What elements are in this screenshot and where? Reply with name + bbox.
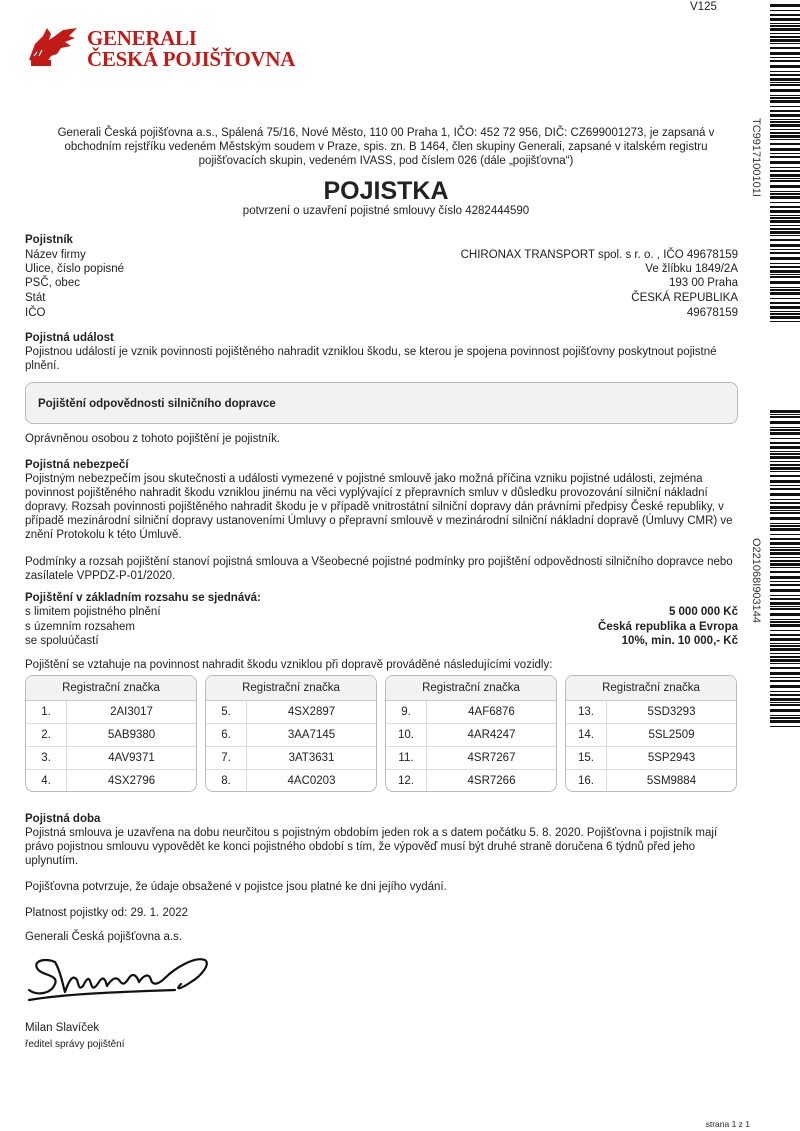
barcode-stripe <box>770 178 800 179</box>
barcode-stripe <box>770 52 800 55</box>
barcode-stripe <box>770 276 800 278</box>
barcode-stripe <box>770 266 800 268</box>
barcode-stripe <box>770 648 800 651</box>
scope-row <box>25 634 738 648</box>
insured-heading: Pojistník <box>25 234 73 246</box>
company-intro: Generali Česká pojišťovna a.s., Spálená 75/16, Nové Město, 110 00 Praha 1, IČO: 452 72 956, DIČ: CZ699001273, je zapsaná v obchodním rejstříku vedeném Městským soudem v Praze, spis. zn. B 1464, člen skupiny Generali, zapsané v italském registru pojišťovacích skupin, vedeném IVASS, pod číslem 026 (dále „pojišťovna“) <box>57 127 715 167</box>
barcode-stripe <box>770 702 800 703</box>
risk-heading: Pojistná nebezpečí <box>25 459 129 471</box>
vehicle-number: 8. <box>206 770 247 792</box>
barcode-stripe <box>770 244 800 247</box>
barcode-stripe <box>770 506 800 509</box>
barcode-stripe <box>770 512 800 514</box>
barcode-stripe <box>770 25 800 27</box>
barcode-stripe <box>770 517 800 520</box>
barcode-stripe <box>770 557 800 558</box>
barcode-stripe <box>770 292 800 295</box>
barcode-stripe <box>770 274 800 275</box>
insured-row <box>25 306 738 320</box>
barcode-stripe <box>770 542 800 545</box>
barcode-stripe <box>770 410 800 413</box>
barcode-stripe <box>770 442 800 444</box>
barcode-stripe <box>770 217 800 219</box>
vehicle-number: 1. <box>26 701 67 723</box>
barcode-stripe <box>770 257 800 260</box>
barcode-stripe <box>770 316 800 319</box>
barcode-stripe <box>770 560 800 562</box>
barcode-stripe <box>770 638 800 641</box>
barcode-stripe <box>770 510 800 511</box>
vehicle-table-header: Registrační značka <box>386 676 556 701</box>
table-row <box>386 701 556 724</box>
barcode-stripe <box>770 680 800 682</box>
table-row <box>206 701 376 724</box>
period-heading: Pojistná doba <box>25 813 101 825</box>
logo-line1: GENERALI <box>87 26 197 50</box>
table-row <box>206 747 376 770</box>
barcode-stripe <box>770 598 800 600</box>
barcode-stripe <box>770 630 800 631</box>
vehicle-number: 15. <box>566 747 607 769</box>
barcode-stripe <box>770 10 800 11</box>
section-box <box>25 382 738 424</box>
barcode-stripe <box>770 726 800 727</box>
vehicle-plate: 4AR4247 <box>467 729 516 741</box>
barcode-stripe <box>770 589 800 592</box>
barcode-stripe <box>770 302 800 304</box>
barcode-stripe <box>770 480 800 483</box>
barcode-stripe <box>770 43 800 44</box>
barcode-stripe <box>770 119 800 120</box>
barcode-stripe <box>770 602 800 605</box>
barcode-stripe <box>770 124 800 127</box>
barcode-top-code: TC9917100101I <box>750 118 762 197</box>
signer-role: ředitel správy pojištění <box>25 1039 125 1050</box>
vehicle-table <box>205 675 377 792</box>
barcode-stripe <box>770 659 800 662</box>
barcode-stripe <box>770 427 800 428</box>
insured-row <box>25 276 738 290</box>
barcode-stripe <box>770 475 800 477</box>
vehicle-plate: 5AB9380 <box>107 729 156 741</box>
vehicle-plate: 5SL2509 <box>648 729 695 741</box>
barcode-stripe <box>770 677 800 678</box>
event-heading: Pojistná událost <box>25 332 114 344</box>
vehicle-table <box>385 675 557 792</box>
vehicles-intro: Pojištění se vztahuje na povinnost nahradit škodu vzniklou při dopravě prováděné následujícími vozidly: <box>25 659 553 671</box>
vehicle-table-header: Registrační značka <box>566 676 736 701</box>
barcode-stripe <box>770 185 800 188</box>
barcode-stripe <box>770 263 800 264</box>
barcode-stripe <box>770 576 800 579</box>
barcode-stripe <box>770 619 800 620</box>
company-name: Generali Česká pojišťovna a.s. <box>25 931 183 943</box>
barcode-stripe <box>770 621 800 623</box>
barcode-stripe <box>770 306 800 309</box>
confirmation-text: Pojišťovna potvrzuje, že údaje obsažené v pojistce jsou platné ke dni jejího vydání. <box>25 881 447 893</box>
barcode-stripe <box>770 114 800 117</box>
table-row <box>386 747 556 770</box>
table-row <box>566 724 736 747</box>
barcode-stripe <box>770 704 800 706</box>
barcode-stripe <box>770 36 800 38</box>
table-row <box>566 701 736 724</box>
scope-label: s územním rozsahem <box>25 621 135 633</box>
barcode-stripe <box>770 57 800 58</box>
barcode-stripe <box>770 525 800 527</box>
barcode-bottom <box>770 410 800 730</box>
barcode-stripe <box>770 161 800 164</box>
barcode-stripe <box>770 39 800 42</box>
vehicle-plate: 4AC0203 <box>287 775 336 787</box>
barcode-stripe <box>770 231 800 234</box>
vehicle-number: 13. <box>566 701 607 723</box>
vehicle-plate: 4AV9371 <box>108 752 155 764</box>
barcode-stripe <box>770 129 800 130</box>
barcode-stripe <box>770 608 800 610</box>
barcode-stripe <box>770 180 800 182</box>
barcode-stripe <box>770 100 800 103</box>
barcode-stripe <box>770 289 800 291</box>
barcode-stripe <box>770 502 800 504</box>
vehicle-number: 2. <box>26 724 67 746</box>
barcode-stripe <box>770 720 800 723</box>
vehicle-plate: 3AA7145 <box>287 729 336 741</box>
vehicle-plate: 4AF6876 <box>468 706 515 718</box>
lion-icon <box>25 26 81 68</box>
barcode-stripe <box>770 60 800 62</box>
barcode-stripe <box>770 552 800 555</box>
barcode-stripe <box>770 84 800 86</box>
barcode-stripe <box>770 121 800 123</box>
barcode-stripe <box>770 453 800 455</box>
barcode-stripe <box>770 156 800 158</box>
barcode-stripe <box>770 694 800 696</box>
scope-heading: Pojištění v základním rozsahu se sjednává: <box>25 592 261 604</box>
vehicle-plate: 4SX2796 <box>107 775 156 787</box>
barcode-stripe <box>770 438 800 439</box>
insured-label: IČO <box>25 307 46 319</box>
barcode-stripe <box>770 471 800 472</box>
barcode-stripe <box>770 313 800 315</box>
scope-label: se spoluúčastí <box>25 635 99 647</box>
barcode-stripe <box>770 549 800 551</box>
signer-name: Milan Slavíček <box>25 1022 100 1034</box>
barcode-stripe <box>770 47 800 49</box>
version-code: V125 <box>690 1 717 13</box>
barcode-stripe <box>770 432 800 435</box>
barcode-stripe <box>770 499 800 500</box>
vehicle-number: 11. <box>386 747 427 769</box>
barcode-stripe <box>770 174 800 177</box>
barcode-stripe <box>770 653 800 654</box>
insured-row <box>25 248 738 262</box>
vehicle-plate: 4SR7267 <box>467 752 516 764</box>
barcode-stripe <box>770 691 800 692</box>
barcode-stripe <box>770 634 800 636</box>
insured-value: 49678159 <box>686 307 738 319</box>
barcode-stripe <box>770 225 800 226</box>
page-number: strana 1 z 1 <box>705 1119 750 1129</box>
barcode-stripe <box>770 584 800 586</box>
scope-value: 5 000 000 Kč <box>668 606 738 618</box>
validity-date: Platnost pojistky od: 29. 1. 2022 <box>25 907 189 919</box>
section-title: Pojištění odpovědnosti silničního dopravce <box>38 398 276 410</box>
vehicle-table-header: Registrační značka <box>26 676 196 701</box>
barcode-stripe <box>770 456 800 459</box>
barcode-stripe <box>770 488 800 490</box>
vehicle-number: 3. <box>26 747 67 769</box>
barcode-stripe <box>770 270 800 273</box>
vehicle-table <box>565 675 737 792</box>
vehicle-plate: 4SR7266 <box>467 775 516 787</box>
barcode-stripe <box>770 249 800 250</box>
vehicle-plate: 5SP2943 <box>647 752 696 764</box>
vehicle-number: 4. <box>26 770 67 792</box>
barcode-stripe <box>770 287 800 288</box>
vehicle-plate: 4SX2897 <box>287 706 336 718</box>
insured-row <box>25 262 738 276</box>
barcode-stripe <box>770 82 800 83</box>
barcode-stripe <box>770 23 800 24</box>
barcode-stripe <box>770 672 800 675</box>
scope-value: 10%, min. 10 000,- Kč <box>621 635 738 647</box>
barcode-stripe <box>770 89 800 92</box>
barcode-stripe <box>770 645 800 647</box>
insured-row <box>25 291 738 305</box>
barcode-stripe <box>770 132 800 134</box>
scope-row <box>25 605 738 619</box>
period-text: Pojistná smlouva je uzavřena na dobu neurčitou s pojistným obdobím jeden rok a s datem počátku 5. 8. 2020. Pojišťovna i pojistník mají právo pojistnou smlouvu vypovědět ke konci pojistného období s tím, že výpověď musí být druhé straně doručena 6 týdnů před jeho uplynutím. <box>25 827 718 867</box>
barcode-stripe <box>770 429 800 431</box>
vehicle-number: 6. <box>206 724 247 746</box>
vehicle-number: 5. <box>206 701 247 723</box>
insured-value: CHIRONAX TRANSPORT spol. s r. o. , IČO 49678159 <box>460 249 738 261</box>
vehicle-number: 16. <box>566 770 607 792</box>
insured-label: PSČ, obec <box>25 277 80 289</box>
vehicle-plate: 2AI3017 <box>110 706 153 718</box>
barcode-stripe <box>770 624 800 627</box>
vehicle-plate: 3AT3631 <box>288 752 335 764</box>
barcode-stripe <box>770 414 800 415</box>
barcode-stripe <box>770 170 800 172</box>
vehicle-number: 7. <box>206 747 247 769</box>
barcode-stripe <box>770 643 800 644</box>
barcode-stripe <box>770 581 800 582</box>
barcode-stripe <box>770 461 800 462</box>
scope-row <box>25 620 738 634</box>
barcode-stripe <box>770 571 800 573</box>
event-text: Pojistnou událostí je vznik povinnosti pojištěného nahradit vzniklou škodu, se kterou je spojena povinnost pojišťovny poskytnout pojistné plnění. <box>25 346 717 372</box>
barcode-stripe <box>770 206 800 208</box>
scope-label: s limitem pojistného plnění <box>25 606 161 618</box>
barcode-stripe <box>770 606 800 607</box>
barcode-stripe <box>770 202 800 203</box>
table-row <box>386 724 556 747</box>
table-row <box>26 701 196 724</box>
barcode-stripe <box>770 252 800 254</box>
vehicle-plate: 5SD3293 <box>647 706 696 718</box>
barcode-stripe <box>770 464 800 466</box>
vehicle-table <box>25 675 197 792</box>
barcode-stripe <box>770 528 800 531</box>
insured-label: Stát <box>25 292 46 304</box>
table-row <box>566 770 736 792</box>
barcode-stripe <box>770 698 800 701</box>
table-row <box>206 724 376 747</box>
barcode-stripe <box>770 446 800 449</box>
barcode-stripe <box>770 451 800 452</box>
barcode-stripe <box>770 321 800 322</box>
barcode-stripe <box>770 547 800 548</box>
signature-image <box>25 950 215 1010</box>
barcode-stripe <box>770 663 800 664</box>
barcode-stripe <box>770 239 800 241</box>
barcode-stripe <box>770 4 800 7</box>
barcode-stripe <box>770 416 800 418</box>
barcode-stripe <box>770 534 800 535</box>
barcode-stripe <box>770 667 800 669</box>
barcode-stripe <box>770 421 800 424</box>
barcode-stripe <box>770 65 800 68</box>
barcode-stripe <box>770 298 800 299</box>
barcode-stripe <box>770 717 800 719</box>
barcode-stripe <box>770 685 800 688</box>
barcode-stripe <box>770 78 800 81</box>
barcode-top <box>770 4 800 324</box>
barcode-stripe <box>770 143 800 145</box>
barcode-stripe <box>770 215 800 216</box>
vehicle-number: 12. <box>386 770 427 792</box>
barcode-stripe <box>770 523 800 524</box>
conditions-text: Podmínky a rozsah pojištění stanoví pojistná smlouva a Všeobecné pojistné podmínky pro pojištění odpovědnosti silničního dopravce nebo zasílatele VPPDZ-P-01/2020. <box>25 556 733 582</box>
barcode-stripe <box>770 110 800 112</box>
vehicle-plate: 5SM9884 <box>646 775 697 787</box>
barcode-stripe <box>770 71 800 72</box>
barcode-stripe <box>770 153 800 154</box>
table-row <box>206 770 376 792</box>
barcode-stripe <box>770 467 800 470</box>
insured-value: 193 00 Praha <box>668 277 738 289</box>
barcode-stripe <box>770 148 800 151</box>
table-row <box>26 747 196 770</box>
barcode-stripe <box>770 656 800 658</box>
barcode-stripe <box>770 220 800 223</box>
barcode-stripe <box>770 595 800 596</box>
barcode-stripe <box>770 74 800 76</box>
insured-value: ČESKÁ REPUBLIKA <box>631 292 738 304</box>
risk-text: Pojistným nebezpečím jsou skutečnosti a události vymezené v pojistné smlouvě jako možná příčina vzniku pojistné události, zejména povinnost pojištěného nahradit škodu vzniklou jinému na věci vyplývající z přepravních smluv v důsledku provozování silniční nákladní dopravy. Rozsah povinnosti pojištěného nahradit škodu je v případě vnitrostátní silniční dopravy dán právními předpisy České republiky, v případě mezinárodní silniční dopravy ustanoveními Úmluvy o přepravní smlouvě v mezinárodní silniční nákladní dopravě (Úmluvy CMR) ve znění Protokolu k této Úmluvě. <box>25 473 733 541</box>
barcode-stripe <box>770 95 800 96</box>
barcode-stripe <box>770 485 800 486</box>
barcode-stripe <box>770 493 800 496</box>
barcode-stripe <box>770 281 800 284</box>
table-row <box>566 747 736 770</box>
table-row <box>26 770 196 792</box>
vehicle-number: 10. <box>386 724 427 746</box>
barcode-stripe <box>770 563 800 566</box>
barcode-stripe <box>770 228 800 230</box>
barcode-stripe <box>770 191 800 192</box>
insured-label: Ulice, číslo popisné <box>25 263 125 275</box>
barcode-stripe <box>770 33 800 34</box>
barcode-stripe <box>770 106 800 107</box>
insured-value: Ve žlíbku 1849/2A <box>645 263 738 275</box>
authorized-person: Oprávněnou osobou z tohoto pojištění je pojistník. <box>25 433 281 445</box>
barcode-stripe <box>770 311 800 312</box>
barcode-stripe <box>770 235 800 236</box>
scope-value: Česká republika a Evropa <box>598 621 738 633</box>
barcode-stripe <box>770 709 800 712</box>
barcode-stripe <box>770 715 800 716</box>
barcode-stripe <box>770 613 800 616</box>
barcode-stripe <box>770 97 800 99</box>
barcode-stripe <box>770 28 800 31</box>
vehicle-table-header: Registrační značka <box>206 676 376 701</box>
vehicle-number: 9. <box>386 701 427 723</box>
barcode-stripe <box>770 538 800 540</box>
barcode-stripe <box>770 18 800 21</box>
barcode-stripe <box>770 193 800 195</box>
document-subtitle: potvrzení o uzavření pojistné smlouvy číslo 4282444590 <box>242 205 530 217</box>
barcode-bottom-code: O221068I903144 <box>750 538 762 624</box>
barcode-stripe <box>770 567 800 568</box>
vehicle-number: 14. <box>566 724 607 746</box>
barcode-stripe <box>770 135 800 138</box>
insured-label: Název firmy <box>25 249 86 261</box>
table-row <box>26 724 196 747</box>
barcode-stripe <box>770 14 800 16</box>
document-title: POJISTKA <box>323 177 449 205</box>
table-row <box>386 770 556 792</box>
barcode-stripe <box>770 210 800 213</box>
barcode-stripe <box>770 196 800 199</box>
barcode-stripe <box>770 167 800 168</box>
barcode-stripe <box>770 139 800 140</box>
logo-line2: ČESKÁ POJIŠŤOVNA <box>87 47 296 71</box>
